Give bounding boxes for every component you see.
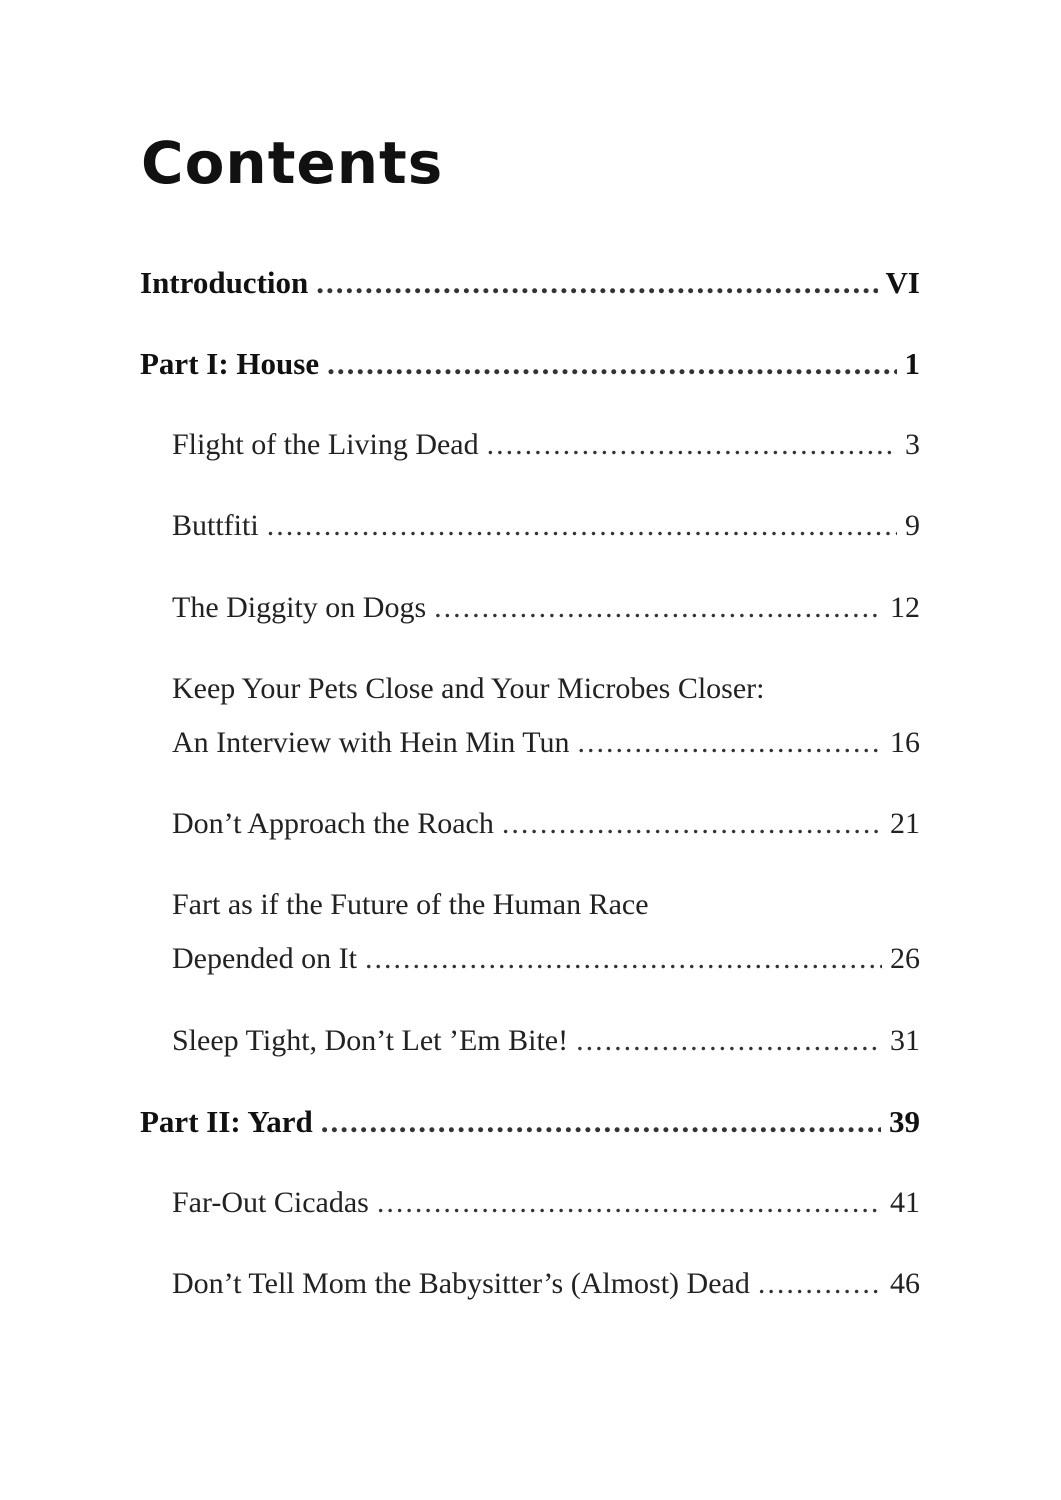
toc-entry-title: Part I: House [140,346,320,381]
toc-page-number: 21 [890,807,920,840]
dot-leader [578,723,883,763]
page-title: Contents [141,129,444,197]
dot-leader [434,588,882,628]
dot-leader [487,425,897,465]
toc-entry-roach[interactable] [172,804,920,844]
toc-entry-title: Flight of the Living Dead [172,428,479,461]
toc-page-number: 31 [890,1024,920,1057]
toc-entry-babysitter[interactable] [172,1264,920,1304]
toc-page-number: VI [885,265,920,300]
toc-entry-part-2[interactable] [140,1102,920,1142]
toc-entry-title: Introduction [140,265,309,300]
dot-leader [758,1264,882,1304]
toc-entry-title: Far-Out Cicadas [172,1186,369,1219]
toc-entry-sleep-tight[interactable] [172,1021,920,1061]
toc-page-number: 9 [905,509,920,542]
toc-page-number: 1 [904,346,920,381]
toc-page-number: 41 [890,1186,920,1219]
toc-entry-introduction[interactable] [140,263,920,303]
toc-entry-title: Don’t Tell Mom the Babysitter’s (Almost) Dead [172,1267,750,1300]
toc-entry-pets-microbes[interactable] [172,669,920,763]
toc-entry-title: Don’t Approach the Roach [172,807,494,840]
toc-page-number: 46 [890,1267,920,1300]
toc-entry-cicadas[interactable] [172,1183,920,1223]
toc-entry-flight[interactable] [172,425,920,465]
toc-page-number: 3 [905,428,920,461]
toc-entry-title: Buttfiti [172,509,259,542]
toc-page-number: 16 [890,726,920,759]
toc-entry-title: Part II: Yard [140,1104,313,1139]
dot-leader [502,804,882,844]
dot-leader [316,263,877,303]
toc-entry-title: Sleep Tight, Don’t Let ’Em Bite! [172,1024,569,1057]
toc-page-number: 39 [889,1104,920,1139]
dot-leader [377,1183,882,1223]
dot-leader [321,1102,881,1142]
toc-entry-title-line-1: Keep Your Pets Close and Your Microbes Closer: [172,672,765,705]
toc-entry-title: Depended on It [172,942,357,975]
toc-entry-diggity[interactable] [172,588,920,628]
toc-entry-title: An Interview with Hein Min Tun [172,726,570,759]
toc-page-number: 12 [890,591,920,624]
toc-entry-title: The Diggity on Dogs [172,591,427,624]
toc-page-number: 26 [890,942,920,975]
toc-entry-part-1[interactable] [140,344,920,384]
dot-leader [267,506,897,546]
dot-leader [327,344,896,384]
toc-entry-title-line-1: Fart as if the Future of the Human Race [172,888,649,921]
dot-leader [365,939,882,979]
dot-leader [576,1021,882,1061]
toc-entry-buttfiti[interactable] [172,506,920,546]
toc-entry-fart[interactable] [172,885,920,979]
